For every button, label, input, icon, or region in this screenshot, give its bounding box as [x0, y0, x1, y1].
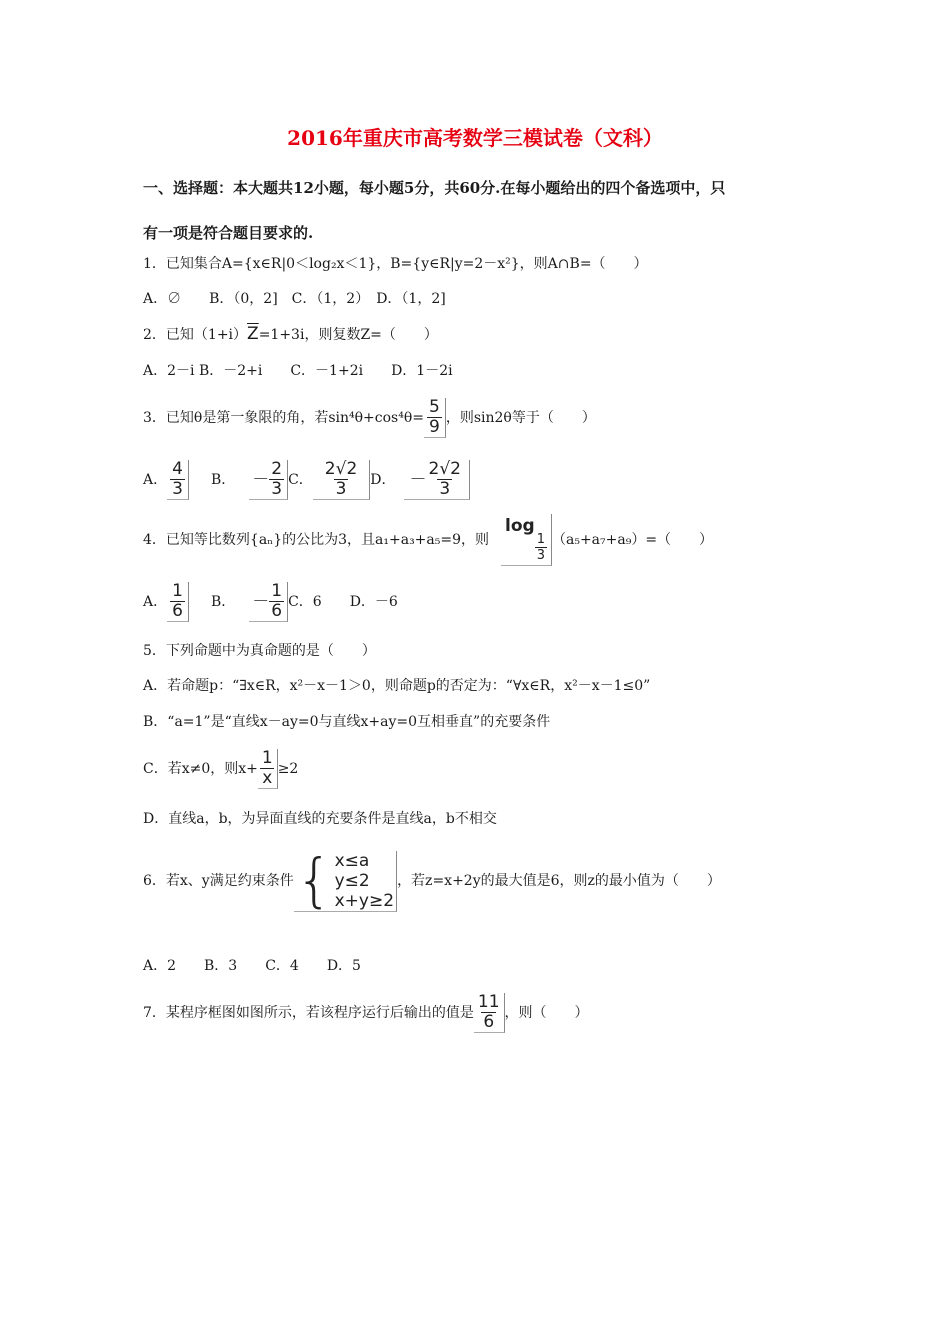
- option-b-label: B．: [210, 594, 236, 610]
- left-brace-icon: {: [295, 845, 333, 914]
- question-4-options: [143, 580, 398, 624]
- question-6-stem-post: ，若z=x+2y的最大值是6，则z的最小值为（ ）: [397, 873, 721, 889]
- fraction-numerator: 5: [429, 397, 440, 417]
- question-6-options: A．2 B．3 C．4 D．5: [143, 958, 361, 974]
- question-3-stem-pre: 3．已知θ是第一象限的角，若sin⁴θ+cos⁴θ=: [143, 410, 425, 426]
- option-a-label: A．: [143, 472, 168, 488]
- option-cd: C．6 D．－6: [288, 594, 398, 610]
- section-heading-line1: 一、选择题：本大题共12小题，每小题5分，共60分.在每小题给出的四个备选项中，只: [143, 179, 726, 197]
- fraction-denominator: 6: [172, 601, 183, 621]
- fraction-denominator: 3: [335, 479, 347, 499]
- question-2-stem-post: =1+3i，则复数Z=（ ）: [258, 327, 438, 343]
- formula-image: [424, 398, 446, 438]
- option-c-pre: C．若x≠0，则x+: [143, 761, 258, 777]
- fraction-denominator: 3: [271, 479, 283, 499]
- fraction-denominator: 6: [483, 1012, 495, 1032]
- constraint-2: y≤2: [334, 870, 370, 891]
- fraction-denominator: x: [262, 768, 273, 788]
- option-b-formula: [249, 460, 288, 500]
- constraint-system: [294, 845, 397, 914]
- page-title: 2016年重庆市高考数学三模试卷（文科）: [287, 126, 663, 150]
- option-b-label: B．: [210, 472, 236, 488]
- z-conjugate: $\overline{Z}$: [247, 324, 259, 344]
- constraint-3: x+y≥2: [334, 890, 395, 911]
- option-c-formula: [258, 749, 278, 789]
- option-a-label: A．: [143, 594, 168, 610]
- question-2-options: A．2－i B．－2+i C．－1+2i D．1－2i: [143, 363, 453, 379]
- minus-sign: －: [252, 469, 270, 490]
- log-base-numerator: 1: [536, 532, 545, 547]
- fraction-denominator: 3: [172, 479, 183, 499]
- fraction-numerator: 1: [271, 581, 283, 601]
- question-6-stem: [143, 843, 721, 919]
- fraction-denominator: 3: [439, 479, 451, 499]
- fraction-numerator: 1: [261, 748, 273, 768]
- question-3-stem: [143, 398, 596, 438]
- question-1-stem: 1．已知集合A={x∈R|0＜log₂x＜1}，B={y∈R|y=2－x²}，则A∩B=（ ）: [143, 256, 648, 272]
- option-d-formula: [404, 460, 470, 500]
- question-3-options: [143, 458, 470, 502]
- formula-image: [474, 993, 505, 1033]
- log-base-denominator: 3: [536, 548, 545, 563]
- section-heading-line2: 有一项是符合题目要求的.: [143, 224, 314, 242]
- fraction-numerator: 2: [271, 459, 283, 479]
- question-5-option-d: D．直线a，b，为异面直线的充要条件是直线a，b不相交: [143, 811, 497, 827]
- question-4-stem: [143, 515, 713, 565]
- question-4-stem-post: （a₅+a₇+a₉）=（ ）: [551, 532, 714, 548]
- option-a-formula: [167, 460, 189, 500]
- fraction-numerator: 2√2: [324, 459, 358, 479]
- option-c-post: ≥2: [277, 761, 299, 777]
- constraint-1: x≤a: [334, 850, 370, 871]
- log-text: log: [505, 516, 535, 536]
- option-d-label: D．: [370, 472, 396, 488]
- fraction-numerator: 1: [172, 581, 183, 601]
- option-c-label: C．: [288, 472, 313, 488]
- question-5-option-b: B．“a=1”是“直线x－ay=0与直线x+ay=0互相垂直”的充要条件: [143, 714, 551, 730]
- constraint-lines: [335, 851, 394, 911]
- question-7-stem-post: ，则（ ）: [504, 1005, 589, 1021]
- question-1-options: A．∅ B．（0，2] C．（1，2） D．（1，2]: [143, 291, 446, 307]
- question-7-stem-pre: 7．某程序框图如图所示，若该程序运行后输出的值是: [143, 1005, 474, 1021]
- question-3-stem-post: ，则sin2θ等于（ ）: [445, 410, 596, 426]
- fraction-numerator: 4: [172, 459, 183, 479]
- minus-sign: －: [252, 591, 270, 612]
- option-a-formula: [167, 582, 189, 622]
- fraction-denominator: 9: [429, 417, 440, 437]
- question-2-stem: [143, 324, 438, 345]
- fraction-denominator: 6: [271, 601, 283, 621]
- minus-sign: －: [409, 469, 427, 490]
- question-5-option-c: [143, 748, 298, 790]
- fraction: [427, 398, 442, 437]
- log-formula: [501, 514, 552, 566]
- option-b-formula: [249, 582, 288, 622]
- question-6-stem-pre: 6．若x、y满足约束条件: [143, 873, 294, 889]
- question-7-stem: [143, 992, 589, 1034]
- question-5-stem: 5．下列命题中为真命题的是（ ）: [143, 643, 376, 659]
- fraction-numerator: 2√2: [428, 459, 461, 479]
- question-4-stem-pre: 4．已知等比数列{aₙ}的公比为3，且a₁+a₃+a₅=9，则: [143, 532, 490, 548]
- question-2-stem-pre: 2．已知（1+i）: [143, 327, 248, 343]
- option-c-formula: [313, 460, 370, 500]
- question-5-option-a: A．若命题p：“∃x∈R，x²－x－1＞0，则命题p的否定为：“∀x∈R，x²－x－1≤0”: [143, 678, 651, 694]
- fraction-numerator: 11: [477, 992, 500, 1012]
